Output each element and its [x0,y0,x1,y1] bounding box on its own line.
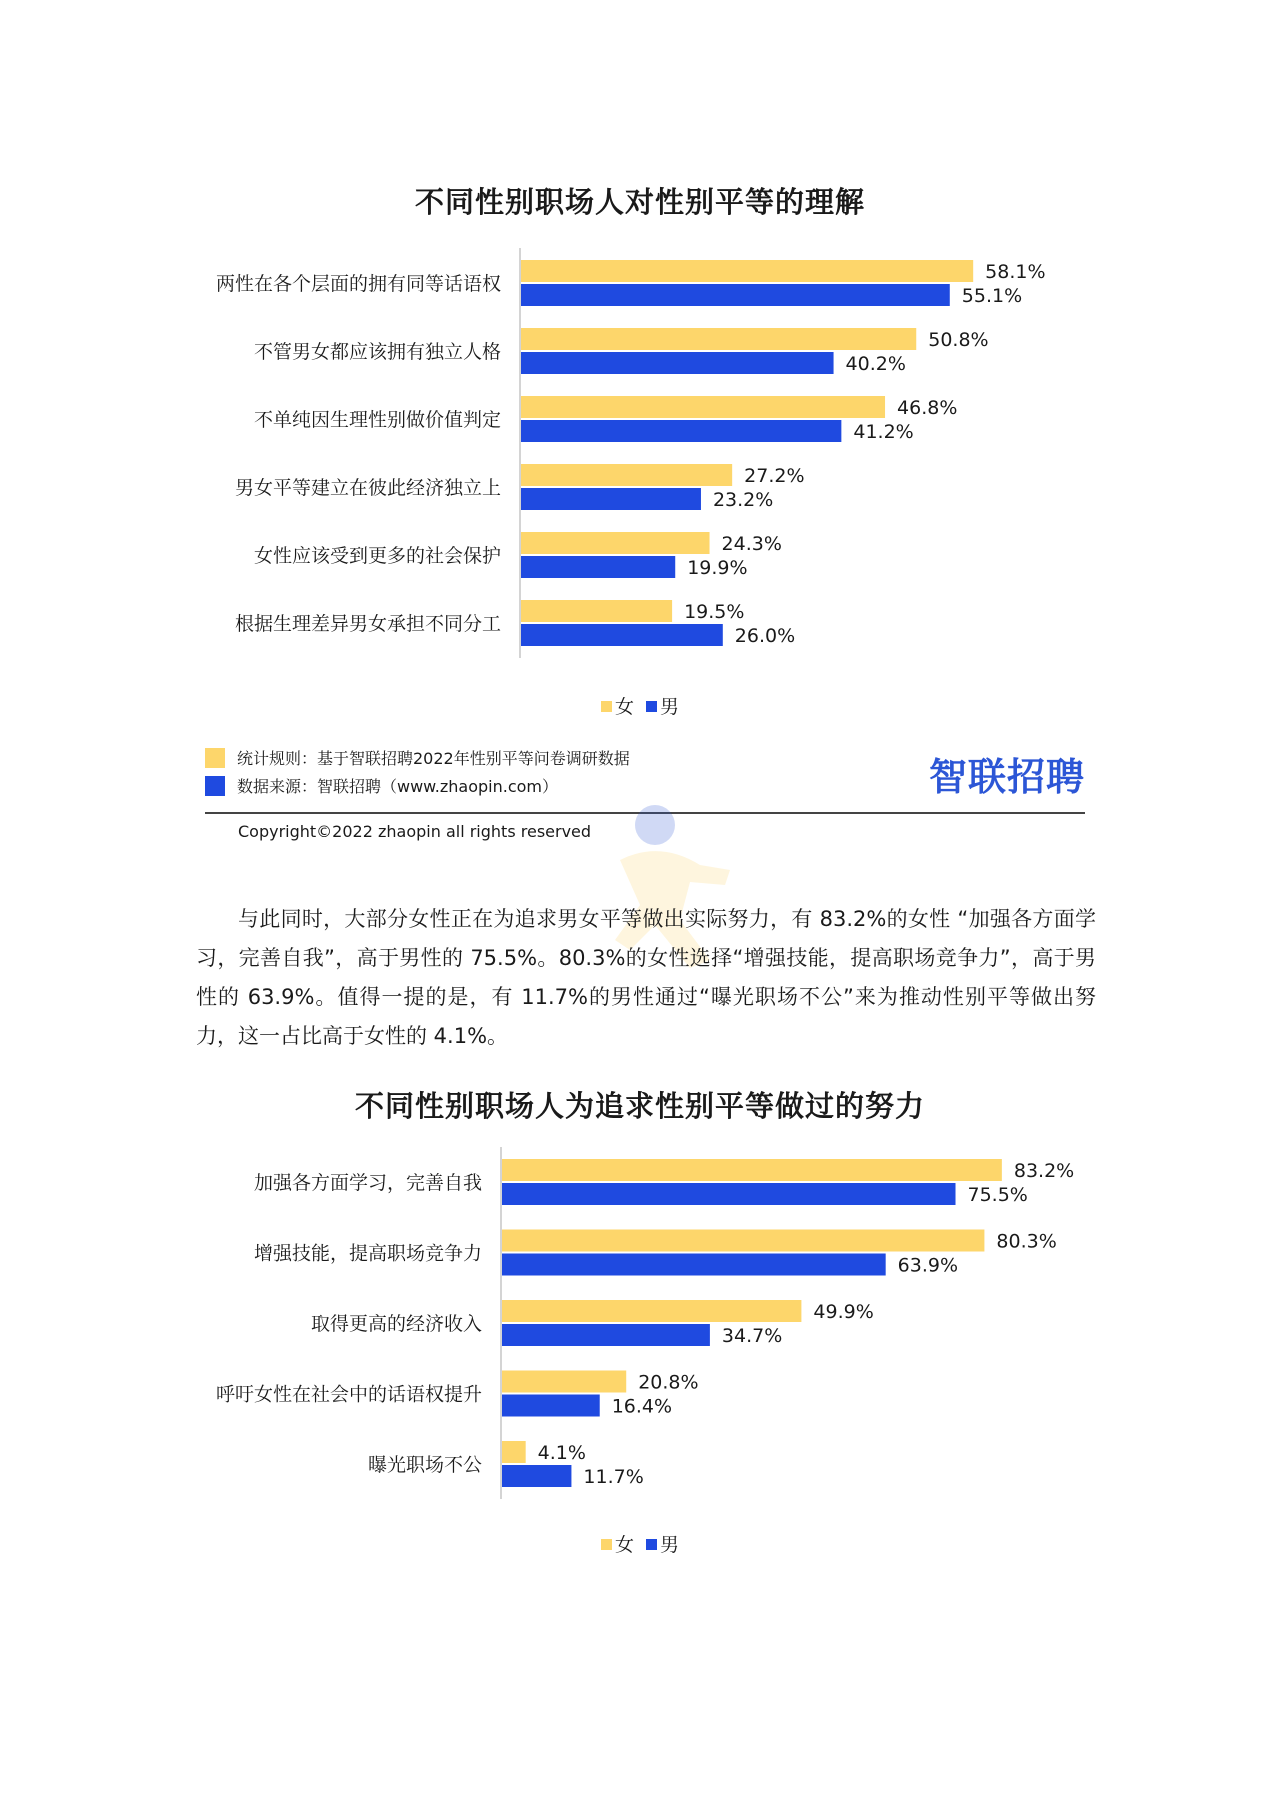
chart1 [0,246,1280,666]
bar-male [520,488,701,510]
legend-male-swatch [646,1539,657,1550]
legend-male-label: 男 [660,696,680,718]
category-label: 取得更高的经济收入 [310,1313,482,1335]
bar-male [501,1254,886,1276]
value-label-female: 83.2% [1013,1160,1075,1182]
chart2-legend [0,1530,1280,1557]
value-label-female: 58.1% [985,261,1046,283]
bar-female [501,1441,526,1463]
value-label-male: 23.2% [712,489,774,511]
bar-female [501,1371,626,1393]
value-label-male: 40.2% [845,353,906,375]
value-label-male: 75.5% [967,1184,1028,1206]
bar-female [520,260,973,282]
bar-female [520,532,710,554]
value-label-female: 4.1% [537,1442,586,1464]
bar-male [501,1324,710,1346]
bar-male [520,352,834,374]
data-source [205,776,558,798]
legend-male [646,692,679,719]
category-label: 根据生理差异男女承担不同分工 [234,613,501,635]
bar-female [520,328,916,350]
bar-female [520,396,885,418]
chart2 [0,1145,1280,1525]
value-label-male: 34.7% [721,1325,783,1347]
value-label-male: 63.9% [897,1254,959,1277]
value-label-female: 50.8% [928,329,989,351]
zhaopin-logo: 智联招聘 [928,755,1085,799]
bar-male [520,624,723,646]
body-paragraph: 与此同时，大部分女性正在为追求男女平等做出实际努力，有 83.2%的女性 “加强各方面学习，完善自我”，高于男性的 75.5%。80.3%的女性选择“增强技能，提高职场竞争力”，高于男性的 63.9%。值得一提的是，有 11.7%的男性通过“曝光职场不公”来为推动性别平等做出努力，这一占比高于女性的 4.1%。 [196,907,1096,1048]
value-label-male: 16.4% [611,1395,673,1418]
bar-male [520,556,675,578]
legend-female-swatch [601,701,612,712]
bar-male [501,1465,571,1487]
category-label: 曝光职场不公 [367,1454,482,1476]
bar-female [501,1159,1002,1181]
legend-female-label: 女 [614,1534,634,1556]
value-label-male: 26.0% [734,625,796,647]
value-label-male: 11.7% [583,1466,644,1488]
legend-female [601,692,634,719]
legend-female-swatch [601,1539,612,1550]
data-source-text: 数据来源：智联招聘（www.zhaopin.com） [237,777,559,796]
legend-female-label: 女 [614,696,634,718]
stat-rule [205,748,630,770]
value-label-female: 80.3% [996,1230,1057,1253]
value-label-male: 41.2% [853,421,914,443]
category-label: 男女平等建立在彼此经济独立上 [234,477,501,499]
bar-male [520,284,950,306]
category-label: 呼吁女性在社会中的话语权提升 [215,1383,482,1406]
data-source-square [205,776,225,796]
value-label-female: 49.9% [813,1301,874,1323]
value-label-female: 27.2% [744,465,805,487]
bar-female [501,1300,801,1322]
bar-male [501,1183,956,1205]
chart1-legend [0,692,1280,719]
bar-female [520,464,732,486]
stat-rule-square [205,748,225,768]
bar-male [501,1395,600,1417]
stat-rule-text: 统计规则：基于智联招聘2022年性别平等问卷调研数据 [237,749,630,768]
legend-female [601,1530,634,1557]
value-label-female: 20.8% [638,1371,699,1394]
legend-male [646,1530,679,1557]
bar-male [520,420,841,442]
legend-male-swatch [646,701,657,712]
category-label: 不单纯因生理性别做价值判定 [253,409,501,431]
value-label-female: 24.3% [721,533,782,555]
copyright: Copyright©2022 zhaopin all rights reserved [238,822,592,841]
category-label: 女性应该受到更多的社会保护 [253,545,501,567]
category-label: 两性在各个层面的拥有同等话语权 [215,273,501,295]
chart1-title: 不同性别职场人对性别平等的理解 [414,185,865,219]
legend-male-label: 男 [660,1534,680,1556]
value-label-female: 46.8% [897,397,958,419]
bar-female [520,600,672,622]
value-label-female: 19.5% [684,601,745,623]
bar-female [501,1230,984,1252]
category-label: 加强各方面学习，完善自我 [253,1172,482,1194]
value-label-male: 55.1% [961,285,1023,307]
value-label-male: 19.9% [687,557,748,579]
chart2-title: 不同性别职场人为追求性别平等做过的努力 [354,1089,925,1123]
category-label: 增强技能，提高职场竞争力 [253,1242,482,1265]
category-label: 不管男女都应该拥有独立人格 [253,341,501,363]
